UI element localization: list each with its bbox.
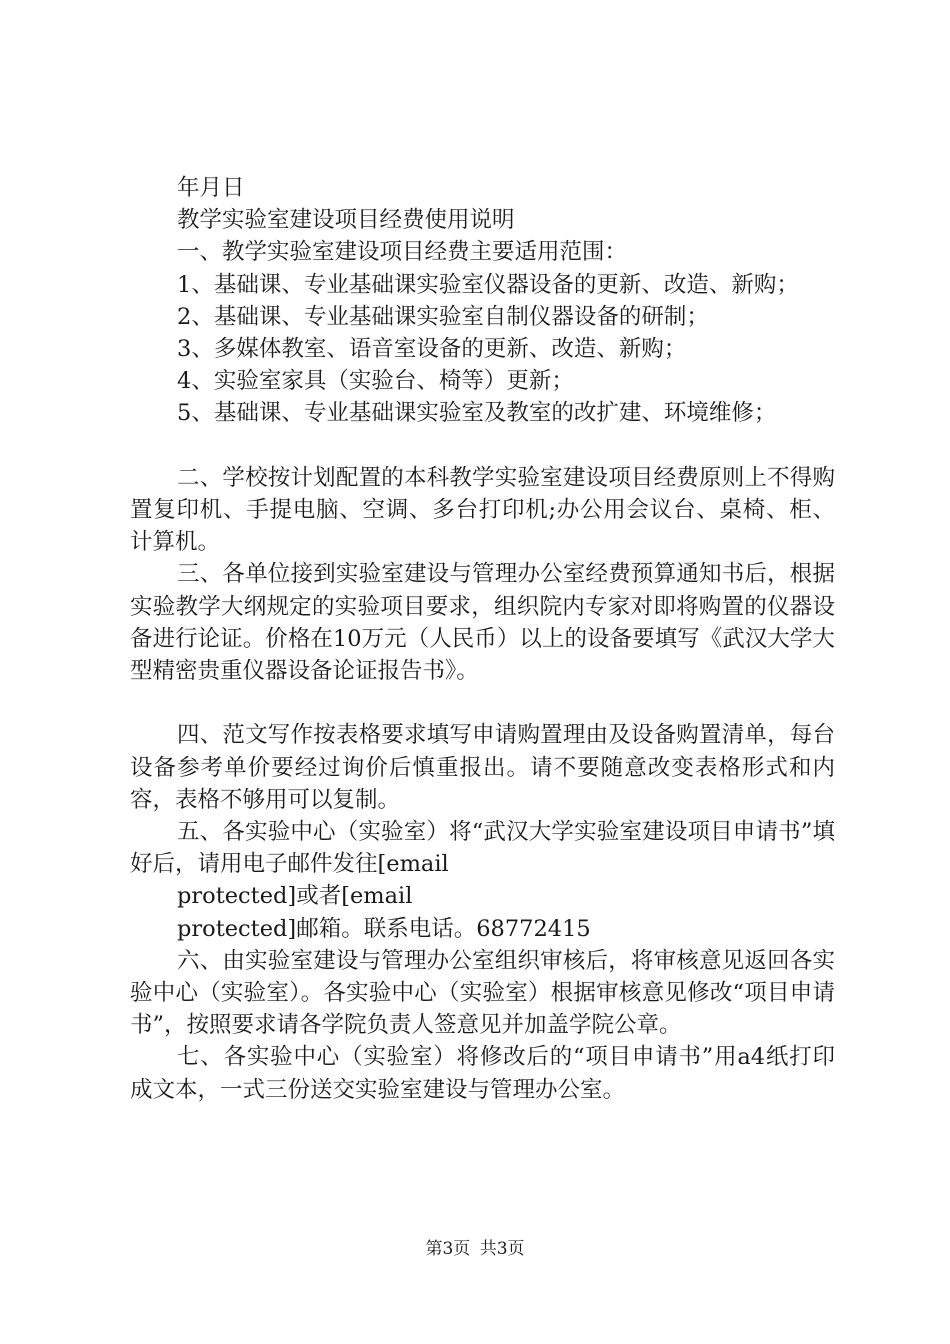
- section-3: 三、各单位接到实验室建设与管理办公室经费预算通知书后，根据实验教学大纲规定的实验项目要求，组织院内专家对即将购置的仪器设备进行论证。价格在10万元（人民币）以上的设备要填写《武汉大学大型精密贵重仪器设备论证报告书》。: [130, 561, 835, 685]
- page-current: 第3页: [425, 1239, 471, 1259]
- scope-item-5: 5、基础课、专业基础课实验室及教室的改扩建、环境维修；: [177, 400, 777, 427]
- date-line: 年月日: [177, 175, 245, 201]
- section-6: 六、由实验室建设与管理办公室组织审核后，将审核意见返回各实验中心（实验室）。各实验中心（实验室）根据审核意见修改“项目申请书”，按照要求请各学院负责人签意见并加盖学院公章。: [130, 947, 835, 1039]
- scope-item-2: 2、基础课、专业基础课实验室自制仪器设备的研制；: [177, 303, 709, 330]
- document-title: 教学实验室建设项目经费使用说明: [177, 207, 515, 234]
- section-2: 二、学校按计划配置的本科教学实验室建设项目经费原则上不得购置复印机、手提电脑、空调、多台打印机;办公用会议台、桌椅、柜、计算机。: [130, 464, 835, 556]
- scope-item-3: 3、多媒体教室、语音室设备的更新、改造、新购；: [177, 336, 687, 363]
- section-5: 五、各实验中心（实验室）将“武汉大学实验室建设项目申请书”填好后，请用电子邮件发往[email: [130, 819, 835, 878]
- blank-line: [130, 430, 835, 462]
- blank-line: [130, 687, 835, 719]
- section-7: 七、各实验中心（实验室）将修改后的“项目申请书”用a4纸打印成文本，一式三份送交实验室建设与管理办公室。: [130, 1044, 835, 1103]
- section-1-heading: 一、教学实验室建设项目经费主要适用范围：: [177, 239, 628, 266]
- scope-item-4: 4、实验室家具（实验台、椅等）更新；: [177, 368, 574, 395]
- section-4: 四、范文写作按表格要求填写申请购置理由及设备购置清单，每台设备参考单价要经过询价后慎重报出。请不要随意改变表格形式和内容，表格不够用可以复制。: [130, 722, 835, 813]
- page-footer: [0, 1238, 950, 1260]
- page-total: 共3页: [479, 1239, 525, 1259]
- scope-item-1: 1、基础课、专业基础课实验室仪器设备的更新、改造、新购；: [177, 271, 799, 298]
- section-5-email-line: protected]或者[email: [177, 883, 413, 910]
- section-5-contact-line: protected]邮箱。联系电话。68772415: [177, 915, 591, 942]
- document-body: [130, 172, 835, 1106]
